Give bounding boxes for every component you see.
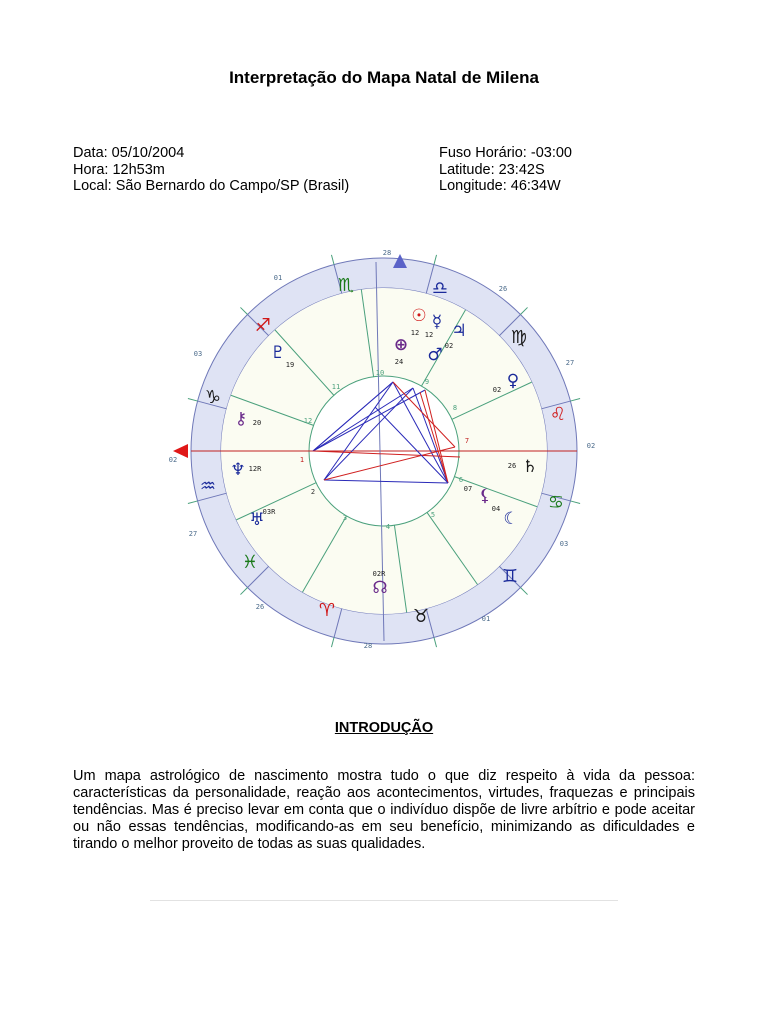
planet-degree: 02 — [444, 342, 454, 350]
birth-info-left — [73, 145, 349, 195]
sagittarius-sign-icon: ♐ — [254, 315, 272, 336]
scorpio-sign-icon: ♏ — [337, 275, 355, 296]
outer-degree-label: 02 — [586, 442, 596, 450]
cusp-tick — [520, 587, 527, 594]
sun-planet-icon: ☉ — [411, 306, 427, 326]
planet-degree: 12R — [248, 465, 262, 473]
planet-degree: 03R — [262, 508, 276, 516]
cusp-tick — [570, 398, 580, 401]
planet-degree: 24 — [394, 358, 404, 366]
house-number: 11 — [331, 383, 341, 391]
cusp-tick — [240, 307, 247, 314]
cusp-tick — [240, 587, 247, 594]
house-number: 5 — [430, 511, 436, 519]
leo-sign-icon: ♌ — [549, 404, 567, 425]
birth-date: Data: 05/10/2004 — [73, 145, 185, 161]
natal-chart-svg — [165, 242, 605, 657]
outer-degree-label: 28 — [382, 249, 392, 257]
house-number: 3 — [342, 514, 348, 522]
house-number: 6 — [458, 476, 464, 484]
outer-degree-label: 26 — [498, 285, 508, 293]
jupiter-planet-icon: ♃ — [451, 321, 467, 341]
planet-degree: 12 — [424, 331, 434, 339]
pisces-sign-icon: ♓ — [241, 552, 259, 573]
house-number: 4 — [385, 523, 391, 531]
house-number: 7 — [464, 437, 470, 445]
house-number: 12 — [303, 417, 313, 425]
outer-degree-label: 03 — [559, 540, 569, 548]
uranus-planet-icon: ♅ — [249, 510, 265, 530]
planet-degree: 07 — [463, 485, 473, 493]
birth-place: Local: São Bernardo do Campo/SP (Brasil) — [73, 178, 350, 194]
birth-info-right — [439, 145, 572, 195]
house-number: 10 — [375, 369, 385, 377]
cusp-tick — [570, 501, 580, 504]
outer-degree-label: 27 — [565, 359, 575, 367]
outer-degree-label: 28 — [363, 642, 373, 650]
section-heading: INTRODUÇÃO — [334, 720, 434, 736]
taurus-sign-icon: ♉ — [412, 606, 430, 627]
part-fortune-planet-icon: ⊕ — [393, 335, 409, 355]
planet-degree: 26 — [507, 462, 517, 470]
cancer-sign-icon: ♋ — [547, 492, 565, 513]
planet-degree: 02R — [372, 570, 386, 578]
longitude: Longitude: 46:34W — [439, 178, 561, 194]
planet-degree: 02 — [492, 386, 502, 394]
aquarius-sign-icon: ♒ — [199, 476, 217, 497]
cusp-tick — [434, 637, 437, 647]
cusp-tick — [188, 501, 198, 504]
divider — [150, 900, 618, 901]
chiron-planet-icon: ⚷ — [234, 409, 248, 429]
outer-degree-label: 26 — [255, 603, 265, 611]
birth-time: Hora: 12h53m — [73, 161, 165, 178]
cusp-tick — [520, 307, 527, 314]
pluto-planet-icon: ♇ — [270, 343, 286, 363]
neptune-planet-icon: ♆ — [230, 460, 246, 480]
cusp-tick — [188, 398, 198, 401]
planet-degree: 04 — [491, 505, 501, 513]
latitude: Latitude: 23:42S — [439, 161, 545, 178]
planet-degree: 12 — [410, 329, 420, 337]
mercury-planet-icon: ☿ — [431, 312, 443, 332]
cusp-tick — [331, 637, 334, 647]
planet-degree: 20 — [252, 419, 262, 427]
outer-degree-label: 01 — [273, 274, 283, 282]
gemini-sign-icon: ♊ — [501, 566, 519, 587]
venus-planet-icon: ♀ — [506, 371, 520, 391]
cusp-tick — [434, 255, 437, 265]
lilith-planet-icon: ⚸ — [478, 486, 492, 506]
page-title: Interpretação do Mapa Natal de Milena — [229, 68, 539, 87]
house-number: 9 — [424, 378, 430, 386]
intro-paragraph: Um mapa astrológico de nascimento mostra tudo o que diz respeito à vida da pessoa: características da personalidade, reação aos acontecimentos, virtudes, fraquezas e principais tendências. Mas é preciso levar em conta que o indivíduo dispõe de livre arbítrio e pode aceitar ou não essas tendências, modificando-as em seu benefício, minimizando as dificuldades e tirando o melhor proveito de todas as suas qualidades. — [73, 768, 695, 852]
libra-sign-icon: ♎ — [431, 278, 449, 299]
natal-chart — [165, 242, 605, 657]
virgo-sign-icon: ♍ — [510, 327, 528, 348]
outer-degree-label: 27 — [188, 530, 198, 538]
house-number: 8 — [452, 404, 458, 412]
planet-degree: 19 — [285, 361, 295, 369]
aries-sign-icon: ♈ — [318, 600, 336, 621]
outer-degree-label: 03 — [193, 350, 203, 358]
cusp-tick — [331, 255, 334, 265]
timezone: Fuso Horário: -03:00 — [439, 145, 572, 161]
north-node-planet-icon: ☊ — [372, 578, 388, 598]
mars-planet-icon: ♂ — [427, 345, 443, 365]
house-number: 2 — [310, 488, 316, 496]
moon-planet-icon: ☾ — [503, 509, 519, 529]
saturn-planet-icon: ♄ — [522, 457, 538, 477]
outer-degree-label: 01 — [481, 615, 491, 623]
outer-degree-label: 02 — [168, 456, 178, 464]
capricorn-sign-icon: ♑ — [204, 387, 222, 408]
house-number: 1 — [299, 456, 305, 464]
